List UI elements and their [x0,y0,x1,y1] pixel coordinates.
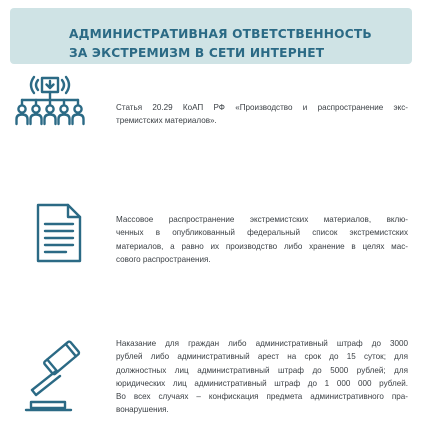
section-3-text [116,337,408,417]
section-2-line-4: сового распространения. [116,254,211,264]
section-3-line-1: Наказание для граждан либо административный штраф до 3000 [116,339,408,348]
section-2-line-1: Массовое распространение экстремистских материалов, вклю- [116,215,408,224]
page-title-line-1: АДМИНИСТРАТИВНАЯ ОТВЕТСТВЕННОСТЬ [69,27,372,41]
document-icon [36,203,82,263]
section-2-text [116,213,408,266]
section-3-line-6: вонарушения. [116,405,169,415]
section-3-line-2: рублей либо административный арест на срок до 15 суток; для [116,352,408,362]
section-1-line-1: Статья 20.29 КоАП РФ «Производство и распространение экс- [116,103,408,112]
gavel-icon [23,338,91,412]
network-distribution-icon [14,74,90,132]
title-banner [10,8,412,64]
page-title [69,25,389,63]
top-strip [0,0,423,7]
section-1-line-2: тремистских материалов». [116,116,217,126]
page-title-line-2: ЗА ЭКСТРЕМИЗМ В СЕТИ ИНТЕРНЕТ [69,46,325,60]
section-3-line-3: должностных лиц административный штраф до 5000 рублей; для [116,365,408,375]
section-2-line-3: материалов, а равно их производство либо хранение в целях мас- [116,241,408,251]
section-3-line-5: Во всех случаях – конфискация предмета административного пра- [116,392,408,402]
section-2-line-2: ченных в опубликованный федеральный список экстремистских [116,228,408,238]
section-1-text [116,101,408,128]
section-3-line-4: юридических лиц административный штраф до 1 000 000 рублей. [116,378,408,388]
